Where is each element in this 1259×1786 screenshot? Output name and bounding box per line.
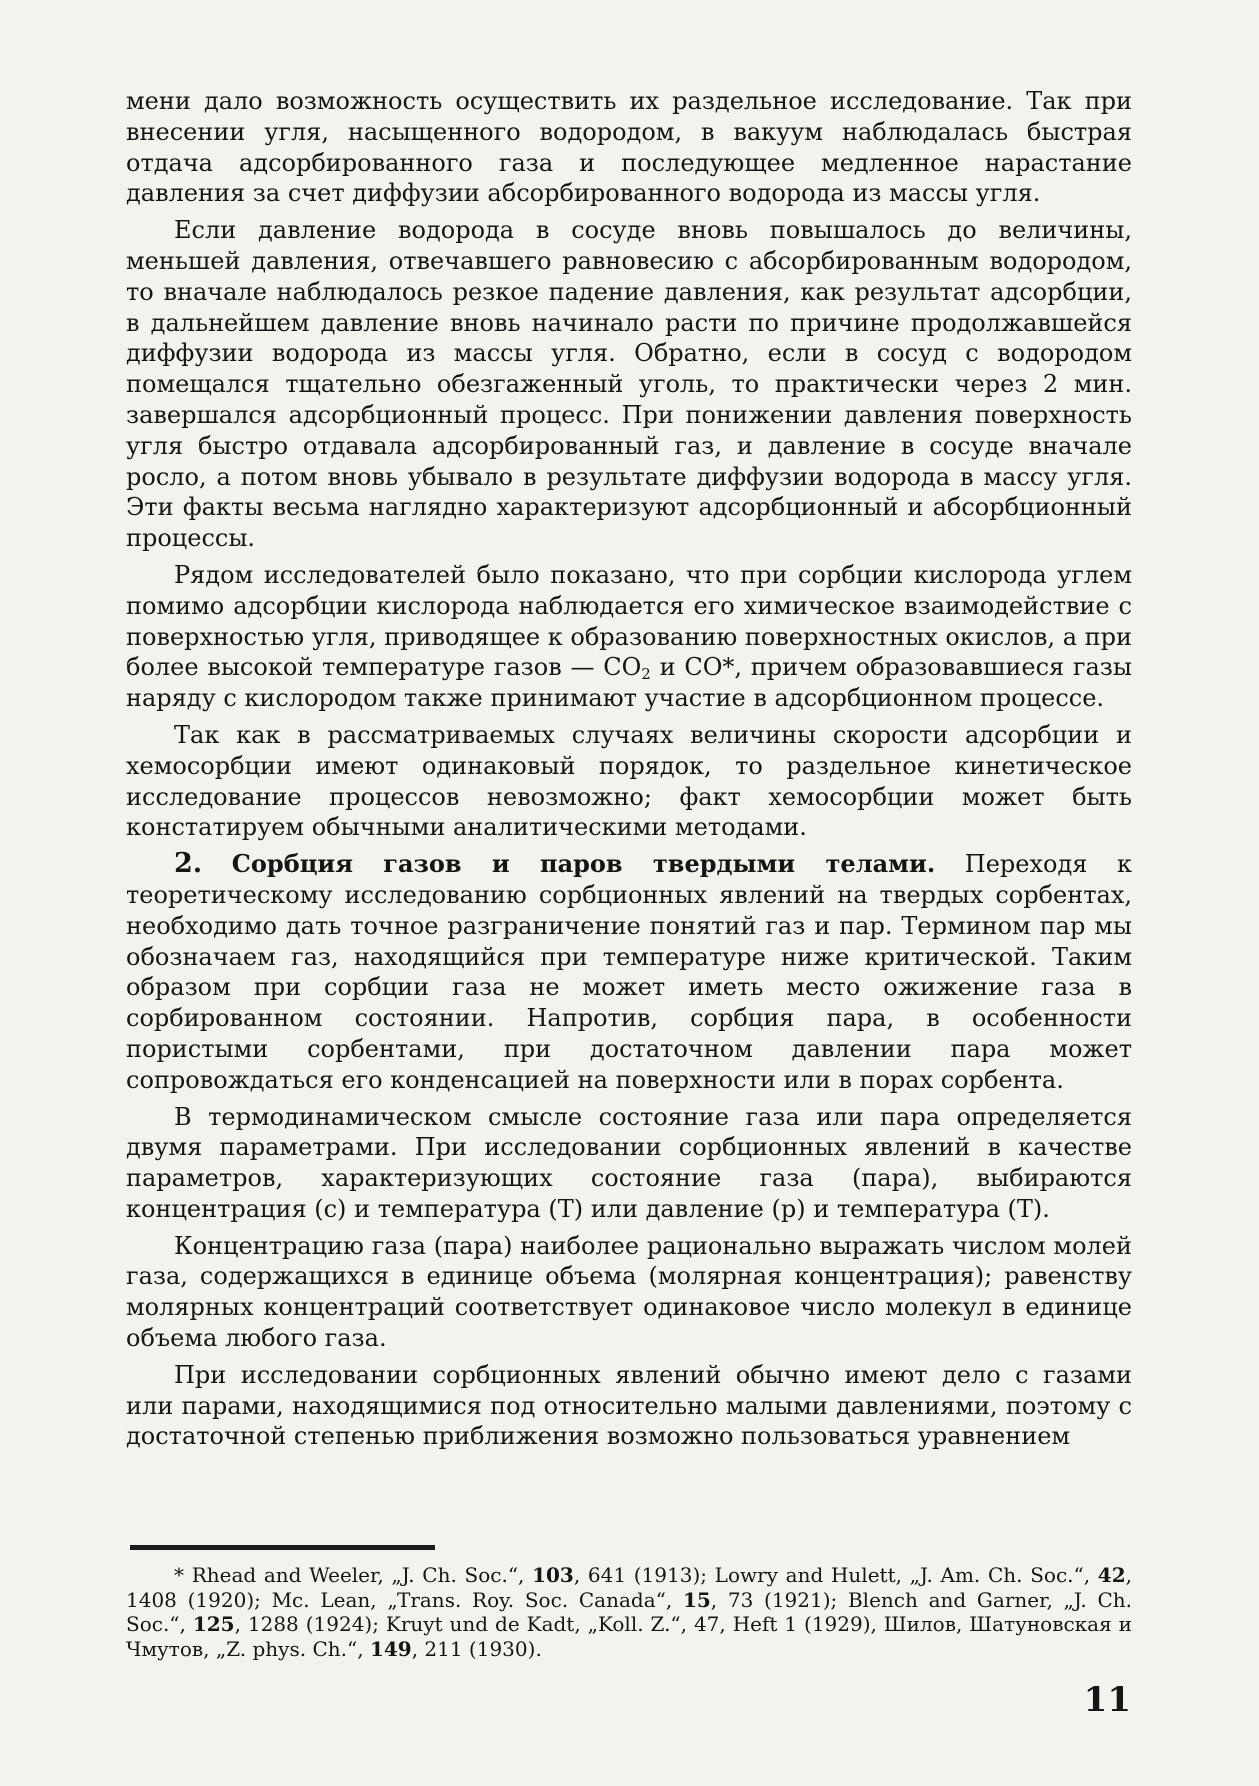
section-2-paragraph — [126, 849, 1132, 1095]
footnote-text: , 73 (1921); Blench and Garner, „J. Ch. Soc.“, — [126, 1587, 1132, 1636]
footnote-volume: 15 — [682, 1587, 711, 1612]
paragraph-hydrogen-pressure: Если давление водорода в сосуде вновь повышалось до величины, меньшей давления, отвечавшего равновесию с абсорбированным водородом, то вначале наблюдалось резкое падение давления, как результат адсорбции, в дальнейшем давление вновь начинало расти по причине продолжавшейся диффузии водорода из массы угля. Обратно, если в сосуд с водородом помещался тщательно обезгаженный уголь, то практически через 2 мин. завершался адсорбционный процесс. При понижении давления поверхность угля быстро отдавала адсорбированный газ, и давление в сосуде вначале росло, а потом вновь убывало в результате диффузии водорода в массу угля. Эти факты весьма наглядно характеризуют адсорбционный и абсорбционный процессы. — [126, 216, 1132, 553]
oxygen-text-after: и CO*, причем образовавшиеся газы наряду с кислородом также принимают участие в адсорбционном процессе. — [126, 653, 1132, 713]
footnote-text: , 211 (1930). — [411, 1636, 542, 1661]
paragraph-continued: мени дало возможность осуществить их раздельное исследование. Так при внесении угля, насыщенного водородом, в вакуум наблюдалась быстрая отдача адсорбированного газа и последующее медленное нарастание давления за счет диффузии абсорбированного водорода из массы угля. — [126, 87, 1132, 208]
page-body — [126, 86, 1132, 1458]
footnote-volume: 103 — [532, 1563, 574, 1587]
footnote-text: , 641 (1913); Lowry and Hulett, „J. Am. Ch. Soc.“, — [573, 1563, 1098, 1587]
footnote — [126, 1563, 1132, 1661]
footnote-text: * Rhead and Weeler, „J. Ch. Soc.“, — [174, 1563, 533, 1587]
paragraph-low-pressure: При исследовании сорбционных явлений обычно имеют дело с газами или парами, находящимися под относительно малыми давлениями, поэтому с достаточной степенью приближения возможно пользоваться уравнением — [126, 1360, 1132, 1451]
paragraph-thermodynamic: В термодинамическом смысле состояние газа или пара определяется двумя параметрами. При исследовании сорбционных явлений в качестве параметров, характеризующих состояние газа (пара), выбираются концентрация (c) и температура (T) или давление (p) и температура (T). — [126, 1102, 1132, 1223]
footnote-volume: 149 — [369, 1636, 412, 1661]
footnote-text: , 1408 (1920); Mc. Lean, „Trans. Roy. Soc. Canada“, — [126, 1563, 1132, 1612]
co2-subscript: 2 — [641, 665, 651, 684]
paragraph-chemisorption: Так как в рассматриваемых случаях величины скорости адсорбции и хемосорбции имеют одинаковый порядок, то раздельное кинетическое исследование процессов невозможно; факт хемосорбции может быть констатируем обычными аналитическими методами. — [126, 720, 1132, 842]
page-number: 11 — [1083, 1680, 1131, 1720]
footnote-text: , 1288 (1924); Kruyt und de Kadt, „Koll. Z.“, 47, Heft 1 (1929), Шилов, Шатуновская и Чмутов, „Z. phys. Ch.“, — [126, 1612, 1132, 1661]
section-title: Сорбция газов и паров твердыми телами. — [231, 849, 936, 879]
section-number: 2. — [174, 848, 203, 880]
footnote-volume: 125 — [192, 1612, 235, 1636]
footnote-volume: 42 — [1097, 1563, 1126, 1587]
paragraph-molar-concentration: Концентрацию газа (пара) наиболее рационально выражать числом молей газа, содержащихся в единице объема (молярная концентрация); равенству молярных концентраций соответствует одинаковое число молекул в единице объема любого газа. — [126, 1231, 1132, 1353]
footnote-divider — [130, 1545, 435, 1550]
section-text: Переходя к теоретическому исследованию сорбционных явлений на твердых сорбентах, необходимо дать точное разграничение понятий газ и пар. Термином пар мы обозначаем газ, находящийся при температуре ниже критической. Таким образом при сорбции газа не может иметь место ожижение газа в сорбированном состоянии. Напротив, сорбция пара, в особенности пористыми сорбентами, при достаточном давлении пара может сопровождаться его конденсацией на поверхности или в порах сорбента. — [126, 850, 1132, 1094]
paragraph-oxygen-sorption — [126, 560, 1132, 714]
oxygen-text-before: Рядом исследователей было показано, что при сорбции кислорода углем помимо адсорбции кислорода наблюдается его химическое взаимодействие с поверхностью угля, приводящее к образованию поверхностных окислов, а при более высокой температуре газов — CO — [126, 560, 1132, 682]
